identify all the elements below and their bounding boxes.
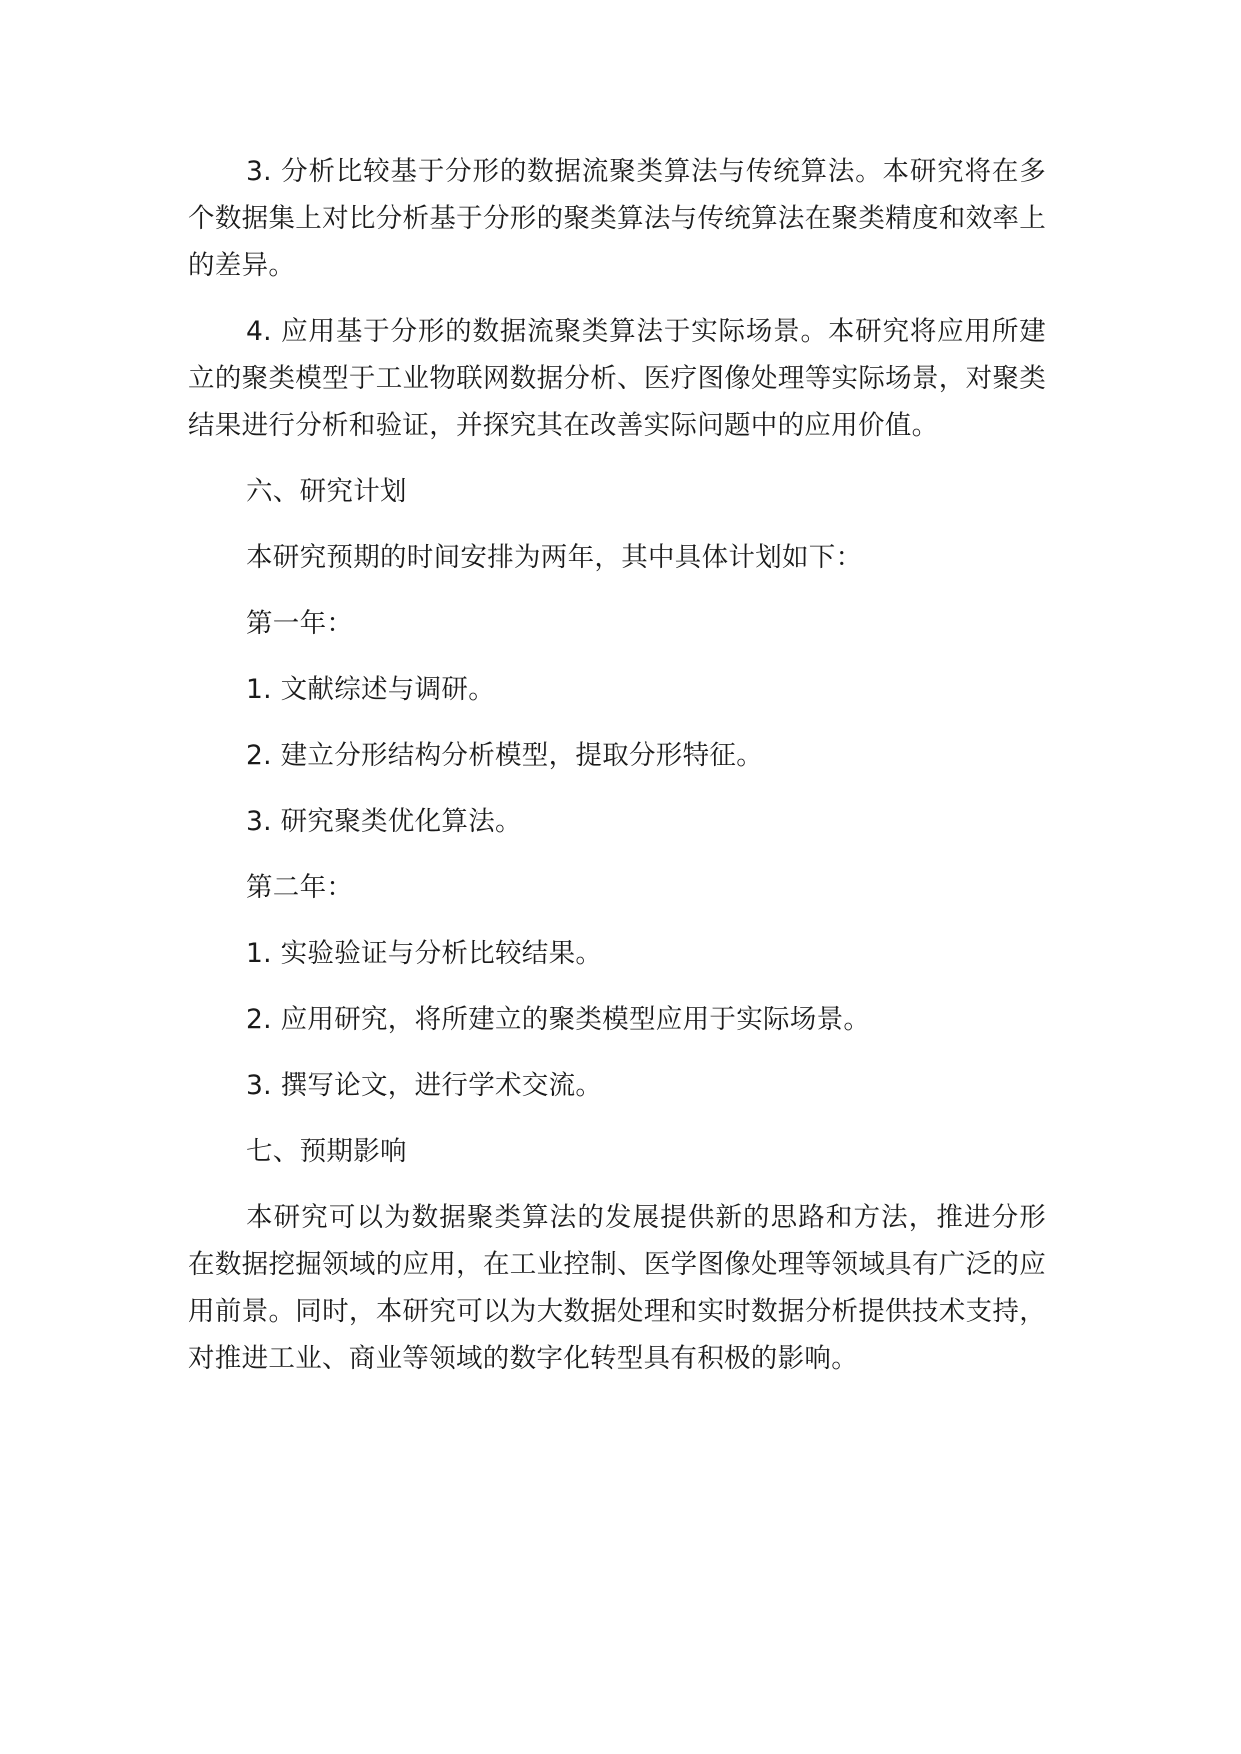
section-heading-expected-impact: 七、预期影响 [246, 1136, 407, 1167]
year-two-task-1: 1. 实验验证与分析比较结果。 [246, 938, 603, 969]
document-body [188, 148, 1046, 1401]
year-two-task-3: 3. 撰写论文，进行学术交流。 [246, 1070, 603, 1101]
paragraph-item-3: 3. 分析比较基于分形的数据流聚类算法与传统算法。本研究将在多个数据集上对比分析基于分形的聚类算法与传统算法在聚类精度和效率上的差异。 [188, 156, 1046, 281]
year-one-task-2: 2. 建立分形结构分析模型，提取分形特征。 [246, 740, 764, 771]
year-two-task-2: 2. 应用研究，将所建立的聚类模型应用于实际场景。 [246, 1004, 871, 1035]
year-two-heading: 第二年： [246, 872, 354, 903]
paragraph-item-4: 4. 应用基于分形的数据流聚类算法于实际场景。本研究将应用所建立的聚类模型于工业物联网数据分析、医疗图像处理等实际场景，对聚类结果进行分析和验证，并探究其在改善实际问题中的应用价值。 [188, 316, 1046, 441]
paragraph-impact: 本研究可以为数据聚类算法的发展提供新的思路和方法，推进分形在数据挖掘领域的应用，在工业控制、医学图像处理等领域具有广泛的应用前景。同时，本研究可以为大数据处理和实时数据分析提供技术支持，对推进工业、商业等领域的数字化转型具有积极的影响。 [188, 1202, 1046, 1374]
paragraph-plan-intro: 本研究预期的时间安排为两年，其中具体计划如下： [246, 542, 863, 573]
year-one-task-1: 1. 文献综述与调研。 [246, 674, 496, 705]
year-one-task-3: 3. 研究聚类优化算法。 [246, 806, 522, 837]
year-one-heading: 第一年： [246, 608, 354, 639]
section-heading-research-plan: 六、研究计划 [246, 476, 407, 507]
